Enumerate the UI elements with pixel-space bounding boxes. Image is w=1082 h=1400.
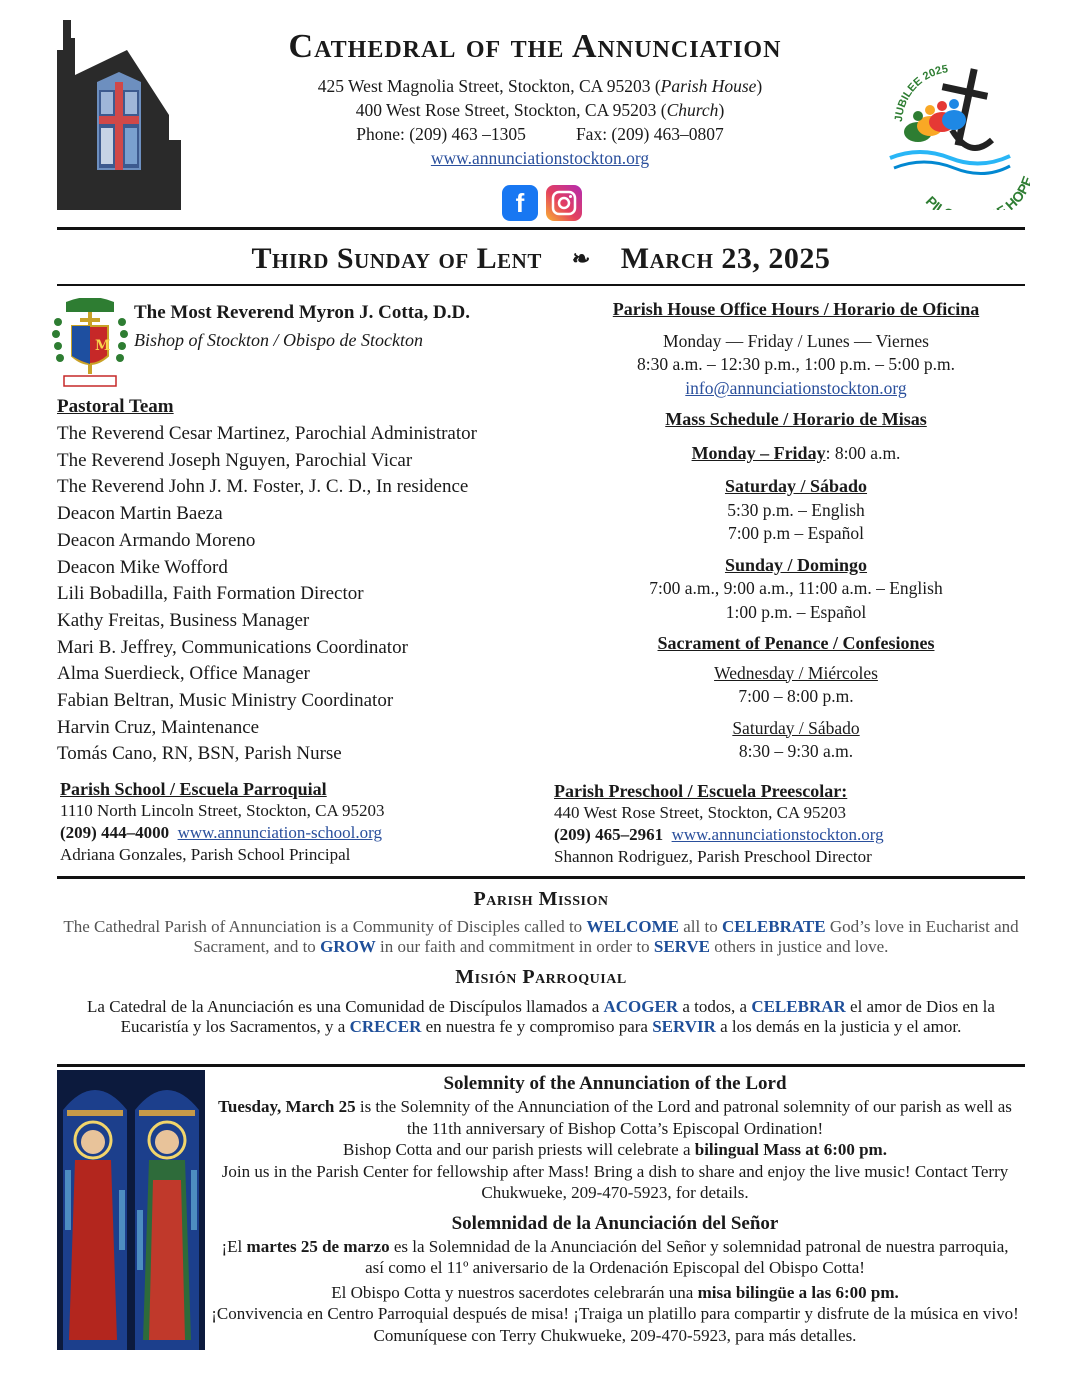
penance-wed-time: 7:00 – 8:00 p.m.	[738, 686, 854, 706]
solemnity-para-es: ¡El martes 25 de marzo es la Solemnidad de la Anunciación del Señor y solemnidad patronal de nuestra parroquia, así como el 11º aniversario de la Ordenación Episcopal del Obispo Cotta!	[221, 1236, 1009, 1277]
church-logo-icon	[57, 20, 185, 212]
list-item: Fabian Beltran, Music Ministry Coordinator	[57, 690, 394, 712]
fax-number: Fax: (209) 463–0807	[575, 124, 724, 144]
solemnity-fellowship-en: Join us in the Parish Center for fellowship after Mass! Bring a dish to share and enjoy the live music! Contact Terry Chukwueke, 209-470-5923, for details.	[221, 1161, 1009, 1202]
svg-text:M: M	[95, 338, 111, 354]
penance-wed-label: Wednesday / Miércoles	[714, 662, 878, 683]
mission-text-en: The Cathedral Parish of Annunciation is a Community of Disciples called to WELCOME all to CELEBRATE God’s love in Eucharist and Sacrament, and to GROW in our faith and commitment in order to SERVE others in justice and love.	[63, 917, 1019, 956]
facebook-icon[interactable]: f	[502, 185, 538, 221]
website-link[interactable]: www.annunciationstockton.org	[430, 148, 650, 168]
list-item: Kathy Freitas, Business Manager	[57, 609, 310, 631]
school-principal: Adriana Gonzales, Parish School Principal	[60, 845, 351, 864]
bishop-title: Bishop of Stockton / Obispo de Stockton	[134, 330, 423, 350]
pastoral-team-heading: Pastoral Team	[57, 396, 174, 417]
sunday-title: Third Sunday of Lent	[251, 242, 542, 275]
preschool-website-link[interactable]: www.annunciationstockton.org	[671, 825, 884, 844]
penance-sat-label: Saturday / Sábado	[732, 717, 860, 738]
pastoral-team-list	[57, 421, 477, 768]
school-phone: (209) 444–4000	[60, 823, 170, 842]
sunday-date: March 23, 2025	[620, 242, 831, 275]
office-hours-heading: Parish House Office Hours / Horario de Oficina	[612, 299, 980, 319]
jubilee-bottom-text: PIL HO	[922, 187, 1028, 210]
solemnity-title-es: Solemnidad de la Anunciación del Señor	[451, 1212, 779, 1234]
page-title: Cathedral of the Annunciation	[288, 28, 782, 65]
schedule-column	[560, 298, 1032, 764]
list-item: The Reverend Joseph Nguyen, Parochial Vicar	[57, 449, 413, 471]
school-heading: Parish School / Escuela Parroquial	[60, 779, 327, 799]
list-item: Deacon Armando Moreno	[57, 529, 256, 551]
mission-heading-en: Parish Mission	[473, 888, 609, 910]
phone-fax	[230, 122, 850, 146]
solemnity-announcement	[210, 1072, 1020, 1346]
list-item: The Reverend Cesar Martinez, Parochial Administrator	[57, 423, 477, 444]
solemnity-fellowship-es: ¡Convivencia en Centro Parroquial después de misa! ¡Traiga un platillo para compartir y disfrute de la música en vivo! Comuníquese con Terry Chukwueke, 209-470-5923, para más detalles.	[211, 1304, 1019, 1345]
solemnity-para-en: Tuesday, March 25 is the Solemnity of the Annunciation of the Lord and patronal solemnity of our parish as well as the 11th anniversary of Bishop Cotta’s Episcopal Ordination!	[218, 1097, 1012, 1138]
address-block	[230, 74, 850, 170]
solemnity-title-en: Solemnity of the Annunciation of the Lord	[443, 1073, 787, 1094]
office-hours: 8:30 a.m. – 12:30 p.m., 1:00 p.m. – 5:00 p.m.	[637, 354, 955, 374]
ornament-icon: ❧	[571, 246, 591, 271]
preschool-phone: (209) 465–2961	[554, 825, 664, 844]
sunday-mass-heading: Sunday / Domingo	[724, 554, 868, 575]
social-links	[502, 185, 584, 223]
divider	[57, 1064, 1025, 1067]
sunday-banner	[57, 236, 1025, 282]
office-days: Monday — Friday / Lunes — Viernes	[663, 330, 929, 351]
school-address: 1110 North Lincoln Street, Stockton, CA 95203	[60, 801, 385, 820]
saturday-mass-heading: Saturday / Sábado	[724, 476, 868, 496]
solemnity-mass-en: Bishop Cotta and our parish priests will celebrate a bilingual Mass at 6:00 pm.	[343, 1140, 887, 1159]
mission-text-es: La Catedral de la Anunciación es una Comunidad de Discípulos llamados a ACOGER a todos, a CELEBRAR el amor de Dios en la Eucaristía y los Sacramentos, y a CRECER en nuestra fe y compromiso para SERVIR a los demás en la justicia y el amor.	[87, 997, 995, 1036]
divider	[57, 227, 1025, 230]
list-item: Tomás Cano, RN, BSN, Parish Nurse	[57, 743, 342, 765]
svg-text:PILGRIMS OF HOPE	[923, 174, 1030, 210]
parish-preschool	[554, 780, 884, 868]
bishop-crest-icon	[52, 298, 128, 390]
preschool-heading: Parish Preschool / Escuela Preescolar:	[554, 781, 848, 801]
weekday-mass: Monday – Friday: 8:00 a.m.	[691, 442, 901, 463]
penance-sat-time: 8:30 – 9:30 a.m.	[738, 741, 854, 761]
instagram-icon[interactable]	[546, 185, 582, 221]
preschool-address: 440 West Rose Street, Stockton, CA 95203	[554, 803, 847, 822]
penance-heading: Sacrament of Penance / Confesiones	[657, 633, 935, 653]
divider	[57, 876, 1025, 879]
stained-glass-image	[57, 1070, 205, 1350]
address-church: 400 West Rose Street, Stockton, CA 95203 (Church)	[355, 100, 725, 120]
list-item: Deacon Martin Baeza	[57, 503, 223, 525]
list-item: Deacon Mike Wofford	[57, 556, 228, 578]
email-link[interactable]: info@annunciationstockton.org	[685, 377, 907, 398]
preschool-director: Shannon Rodriguez, Parish Preschool Director	[554, 847, 872, 866]
list-item: 5:30 p.m. – English	[727, 499, 865, 520]
list-item: 1:00 p.m. – Español	[725, 601, 867, 622]
list-item: 7:00 a.m., 9:00 a.m., 11:00 a.m. – English	[649, 578, 943, 598]
list-item: The Reverend John J. M. Foster, J. C. D., In residence	[57, 476, 469, 498]
list-item: Alma Suerdieck, Office Manager	[57, 663, 310, 685]
jubilee-top-text: JUBILEE 2025	[892, 63, 949, 123]
list-item: Mari B. Jeffrey, Communications Coordinator	[57, 636, 408, 658]
list-item: Harvin Cruz, Maintenance	[57, 716, 260, 738]
parish-school	[60, 778, 385, 866]
bishop-name: The Most Reverend Myron J. Cotta, D.D.	[134, 302, 470, 323]
list-item: Lili Bobadilla, Faith Formation Director	[57, 583, 364, 605]
mission-heading-es: Misión Parroquial	[455, 966, 627, 988]
mass-schedule-heading: Mass Schedule / Horario de Misas	[665, 409, 927, 429]
address-parish-house: 425 West Magnolia Street, Stockton, CA 95203 (Parish House)	[317, 76, 763, 96]
list-item: 7:00 p.m – Español	[727, 523, 865, 543]
phone-number: Phone: (209) 463 –1305	[356, 124, 526, 144]
jubilee-logo	[880, 60, 1030, 210]
school-website-link[interactable]: www.annunciation-school.org	[177, 823, 383, 842]
solemnity-mass-es: El Obispo Cotta y nuestros sacerdotes celebrarán una misa bilingüe a las 6:00 pm.	[331, 1282, 899, 1302]
divider	[57, 284, 1025, 286]
